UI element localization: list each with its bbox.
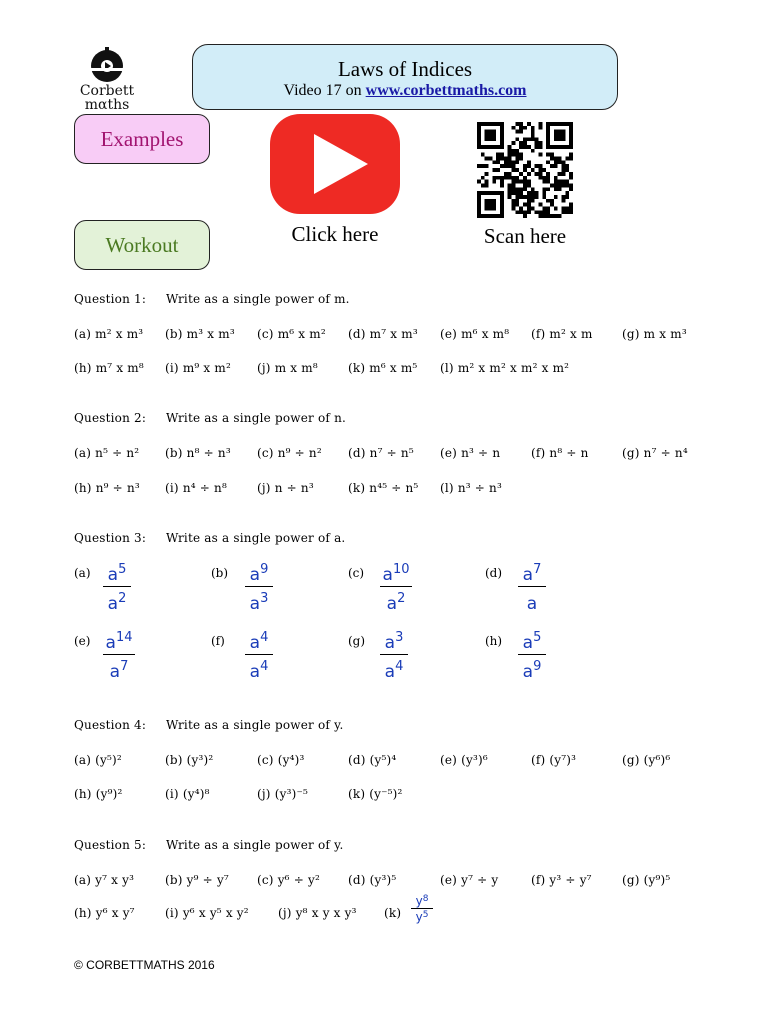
item-expression: y³ ÷ y⁷ [549,873,592,887]
question-2-heading [74,411,346,425]
q1-item-g [622,327,687,341]
q5-item-f [531,873,592,887]
q2-item-i [165,481,227,495]
item-label: (a) [74,446,92,460]
corbettmaths-logo-icon [85,44,129,84]
item-expression: m⁷ x m³ [369,327,418,341]
copyright-footer: © CORBETTMATHS 2016 [74,958,215,972]
item-label: (b) [165,753,183,767]
q3-item-b-fraction [246,560,272,614]
q5-item-c [257,873,320,887]
question-5-heading [74,838,343,852]
fraction-denominator [246,589,272,614]
q3-item-h-fraction [519,628,545,682]
q3-item-g-label: (g) [348,634,366,648]
item-expression: m⁶ x m⁸ [461,327,510,341]
q1-item-h [74,361,144,375]
fraction-bar [103,654,135,655]
item-label: (h) [74,906,92,920]
base: a [386,594,398,614]
exponent: 14 [115,630,133,645]
item-expression: m⁷ x m⁸ [95,361,144,375]
exponent: 4 [260,630,269,645]
question-number: Question 1: [74,292,147,306]
item-label: (c) [257,327,274,341]
q3-item-a-label: (a) [74,566,91,580]
q2-item-l [440,481,502,495]
q2-item-c [257,446,322,460]
fraction-numerator [246,560,272,585]
website-link[interactable]: www.corbettmaths.com [365,82,527,99]
q5-item-j [278,906,357,920]
base: a [107,594,119,614]
question-prompt: Write as a single power of a. [166,531,346,545]
item-label: (a) [74,873,92,887]
fraction-denominator [381,589,411,614]
question-number: Question 5: [74,838,147,852]
item-expression: (y⁶)⁶ [643,753,671,767]
q1-item-d [348,327,418,341]
item-expression: (y⁵)⁴ [369,753,397,767]
base: a [384,662,396,682]
q1-item-l [440,361,569,375]
q3-item-c-label: (c) [348,566,365,580]
item-label: (c) [257,753,274,767]
q5-item-k-fraction [412,893,432,924]
item-label: (h) [74,481,92,495]
exponent: 7 [120,659,129,674]
q5-item-g [622,873,670,887]
page-title: Laws of Indices [337,57,473,81]
exponent: 10 [392,562,410,577]
q3-item-b-label: (b) [211,566,229,580]
question-4-heading [74,718,343,732]
exponent: 3 [260,591,269,606]
q1-item-e [440,327,509,341]
question-prompt: Write as a single power of n. [166,411,347,425]
exponent: 9 [260,562,269,577]
q3-item-g-fraction [381,628,407,682]
fraction-denominator [381,657,407,682]
exponent: 5 [118,562,127,577]
item-expression: m² x m³ [95,327,144,341]
base: y [415,894,423,908]
fraction-numerator [104,560,130,585]
item-expression: y⁹ ÷ y⁷ [186,873,229,887]
question-prompt: Write as a single power of y. [166,718,344,732]
item-expression: n⁹ ÷ n² [277,446,322,460]
exponent: 2 [397,591,406,606]
q2-item-h [74,481,140,495]
fraction-bar [245,586,273,587]
base: a [109,662,121,682]
item-label: (i) [165,906,179,920]
fraction-bar [518,654,546,655]
fraction-numerator [381,560,411,585]
item-expression: y⁸ x y x y³ [295,906,357,920]
item-expression: m x m⁸ [274,361,318,375]
fraction-denominator [519,657,545,682]
base: a [249,662,261,682]
qr-code-icon [475,122,575,218]
fraction-numerator [519,628,545,653]
fraction-numerator [519,560,545,585]
item-expression: m⁶ x m² [277,327,326,341]
fraction-bar [380,654,408,655]
item-label: (d) [348,753,366,767]
item-label: (j) [278,906,292,920]
item-expression: (y⁵)² [95,753,122,767]
fraction-numerator [104,628,134,653]
item-expression: m x m³ [643,327,687,341]
item-expression: n³ ÷ n³ [457,481,502,495]
item-label: (b) [165,446,183,460]
item-expression: n ÷ n³ [274,481,314,495]
q1-item-c [257,327,326,341]
item-expression: n⁴⁵ ÷ n⁵ [369,481,419,495]
q4-item-a [74,753,122,767]
qr-code[interactable] [475,122,575,218]
item-expression: (y⁻⁵)² [369,787,403,801]
item-label: (h) [74,361,92,375]
item-expression: (y⁹)⁵ [643,873,671,887]
item-label: (d) [348,327,366,341]
logo-text-line1: Corbett [79,83,135,99]
question-prompt: Write as a single power of y. [166,838,344,852]
title-box [192,44,618,110]
q3-item-d-fraction [519,560,545,614]
exponent: 5 [533,630,542,645]
item-expression: n⁸ ÷ n [549,446,589,460]
exponent: 4 [395,659,404,674]
item-expression: y⁶ x y⁷ [95,906,135,920]
q4-item-f [531,753,576,767]
item-label: (b) [165,873,183,887]
item-label: (g) [622,327,640,341]
q5-item-a [74,873,134,887]
question-number: Question 2: [74,411,147,425]
item-label: (k) [348,787,366,801]
subtitle-prefix: Video 17 on [283,82,366,99]
click-here-label[interactable]: Click here [291,222,379,246]
exponent: 3 [395,630,404,645]
item-expression: (y³)⁵ [369,873,397,887]
exponent: 8 [422,894,429,904]
q4-item-g [622,753,670,767]
q4-item-b [165,753,213,767]
q2-item-j [257,481,314,495]
item-label: (d) [348,446,366,460]
item-expression: n⁷ ÷ n⁵ [369,446,414,460]
q4-item-j [257,787,308,801]
item-label: (l) [440,481,454,495]
fraction-denominator [519,589,545,614]
q5-item-b [165,873,229,887]
item-label: (g) [622,873,640,887]
item-label: (k) [348,361,366,375]
q4-item-i [165,787,210,801]
item-label: (i) [165,481,179,495]
item-expression: (y⁴)³ [277,753,305,767]
exponent: 7 [533,562,542,577]
question-1-heading [74,292,350,306]
item-expression: m³ x m³ [186,327,235,341]
q2-item-e [440,446,500,460]
base: a [522,565,534,585]
q3-item-e-fraction [104,628,134,682]
q2-item-g [622,446,688,460]
workout-button[interactable]: Workout [74,220,210,270]
logo-text-line2: mαths [84,97,130,113]
item-expression: n⁵ ÷ n² [95,446,140,460]
item-expression: (y³)⁶ [461,753,488,767]
base: a [522,662,534,682]
fraction-numerator [412,893,432,908]
item-label: (b) [165,327,183,341]
item-label: (a) [74,753,92,767]
item-expression: (y⁴)⁸ [182,787,210,801]
q3-item-h-label: (h) [485,634,503,648]
q3-item-d-label: (d) [485,566,503,580]
play-button-icon [270,114,400,214]
q1-item-j [257,361,318,375]
base: a [105,633,116,653]
corbettmaths-logo [72,44,142,113]
q3-item-e-label: (e) [74,634,91,648]
item-label: (c) [257,446,274,460]
fraction-denominator [246,657,272,682]
item-label: (e) [440,753,458,767]
item-label: (g) [622,753,640,767]
question-prompt: Write as a single power of m. [166,292,350,306]
item-label: (j) [257,481,271,495]
item-expression: (y³)⁻⁵ [274,787,309,801]
q5-item-k-label: (k) [384,906,402,920]
exponent: 9 [533,659,542,674]
item-expression: n⁸ ÷ n³ [186,446,231,460]
q1-item-f [531,327,593,341]
fraction-bar [380,586,412,587]
q2-item-b [165,446,231,460]
q1-item-k [348,361,417,375]
base: a [107,565,119,585]
item-expression: m⁹ x m² [182,361,232,375]
q5-item-h [74,906,135,920]
base: a [526,594,538,614]
q4-item-k [348,787,403,801]
q4-item-c [257,753,304,767]
q2-item-d [348,446,414,460]
exponent: 4 [260,659,269,674]
q4-item-e [440,753,488,767]
item-label: (e) [440,327,458,341]
item-expression: y⁶ x y⁵ x y² [182,906,249,920]
fraction-bar [518,586,546,587]
q4-item-h [74,787,122,801]
q2-item-f [531,446,589,460]
fraction-denominator [412,909,432,924]
q3-item-f-label: (f) [211,634,225,648]
item-expression: (y⁹)² [95,787,123,801]
page-subtitle [193,81,617,101]
q2-item-k [348,481,418,495]
item-expression: n⁷ ÷ n⁴ [643,446,688,460]
item-label: (d) [348,873,366,887]
question-number: Question 4: [74,718,147,732]
q5-item-e [440,873,498,887]
fraction-numerator [381,628,407,653]
examples-button[interactable]: Examples [74,114,210,164]
base: a [522,633,534,653]
item-label: (g) [622,446,640,460]
item-label: (j) [257,361,271,375]
base: y [415,910,423,924]
item-label: (f) [531,753,546,767]
q1-item-i [165,361,231,375]
item-label: (f) [531,327,546,341]
video-play-button[interactable] [270,114,400,214]
item-expression: (y⁷)³ [549,753,577,767]
q3-item-c-fraction [381,560,411,614]
item-label: (i) [165,361,179,375]
question-3-heading [74,531,345,545]
q5-item-d [348,873,396,887]
item-label: (e) [440,446,458,460]
q5-item-i [165,906,249,920]
item-expression: m² x m² x m² x m² [457,361,570,375]
item-expression: n⁴ ÷ n⁸ [182,481,227,495]
item-expression: n³ ÷ n [461,446,501,460]
fraction-denominator [104,657,134,682]
item-label: (c) [257,873,274,887]
item-label: (f) [531,873,546,887]
fraction-numerator [246,628,272,653]
fraction-denominator [104,589,130,614]
item-expression: y⁷ x y³ [95,873,135,887]
q1-item-a [74,327,143,341]
base: a [249,565,261,585]
exponent: 2 [118,591,127,606]
item-label: (e) [440,873,458,887]
q1-item-b [165,327,235,341]
fraction-bar [245,654,273,655]
item-label: (j) [257,787,271,801]
item-label: (i) [165,787,179,801]
item-expression: y⁶ ÷ y² [277,873,320,887]
fraction-bar [103,586,131,587]
exponent: 5 [422,910,429,920]
item-label: (l) [440,361,454,375]
base: a [382,565,393,585]
q3-item-f-fraction [246,628,272,682]
base: a [384,633,396,653]
question-number: Question 3: [74,531,147,545]
q3-item-a-fraction [104,560,130,614]
item-label: (f) [531,446,546,460]
scan-here-label: Scan here [483,224,567,248]
item-expression: (y³)² [186,753,214,767]
item-label: (a) [74,327,92,341]
q4-item-d [348,753,396,767]
item-expression: m⁶ x m⁵ [369,361,418,375]
item-expression: y⁷ ÷ y [461,873,499,887]
item-label: (h) [74,787,92,801]
base: a [249,633,261,653]
item-label: (k) [348,481,366,495]
item-expression: m² x m [549,327,593,341]
base: a [249,594,261,614]
q2-item-a [74,446,139,460]
item-expression: n⁹ ÷ n³ [95,481,140,495]
